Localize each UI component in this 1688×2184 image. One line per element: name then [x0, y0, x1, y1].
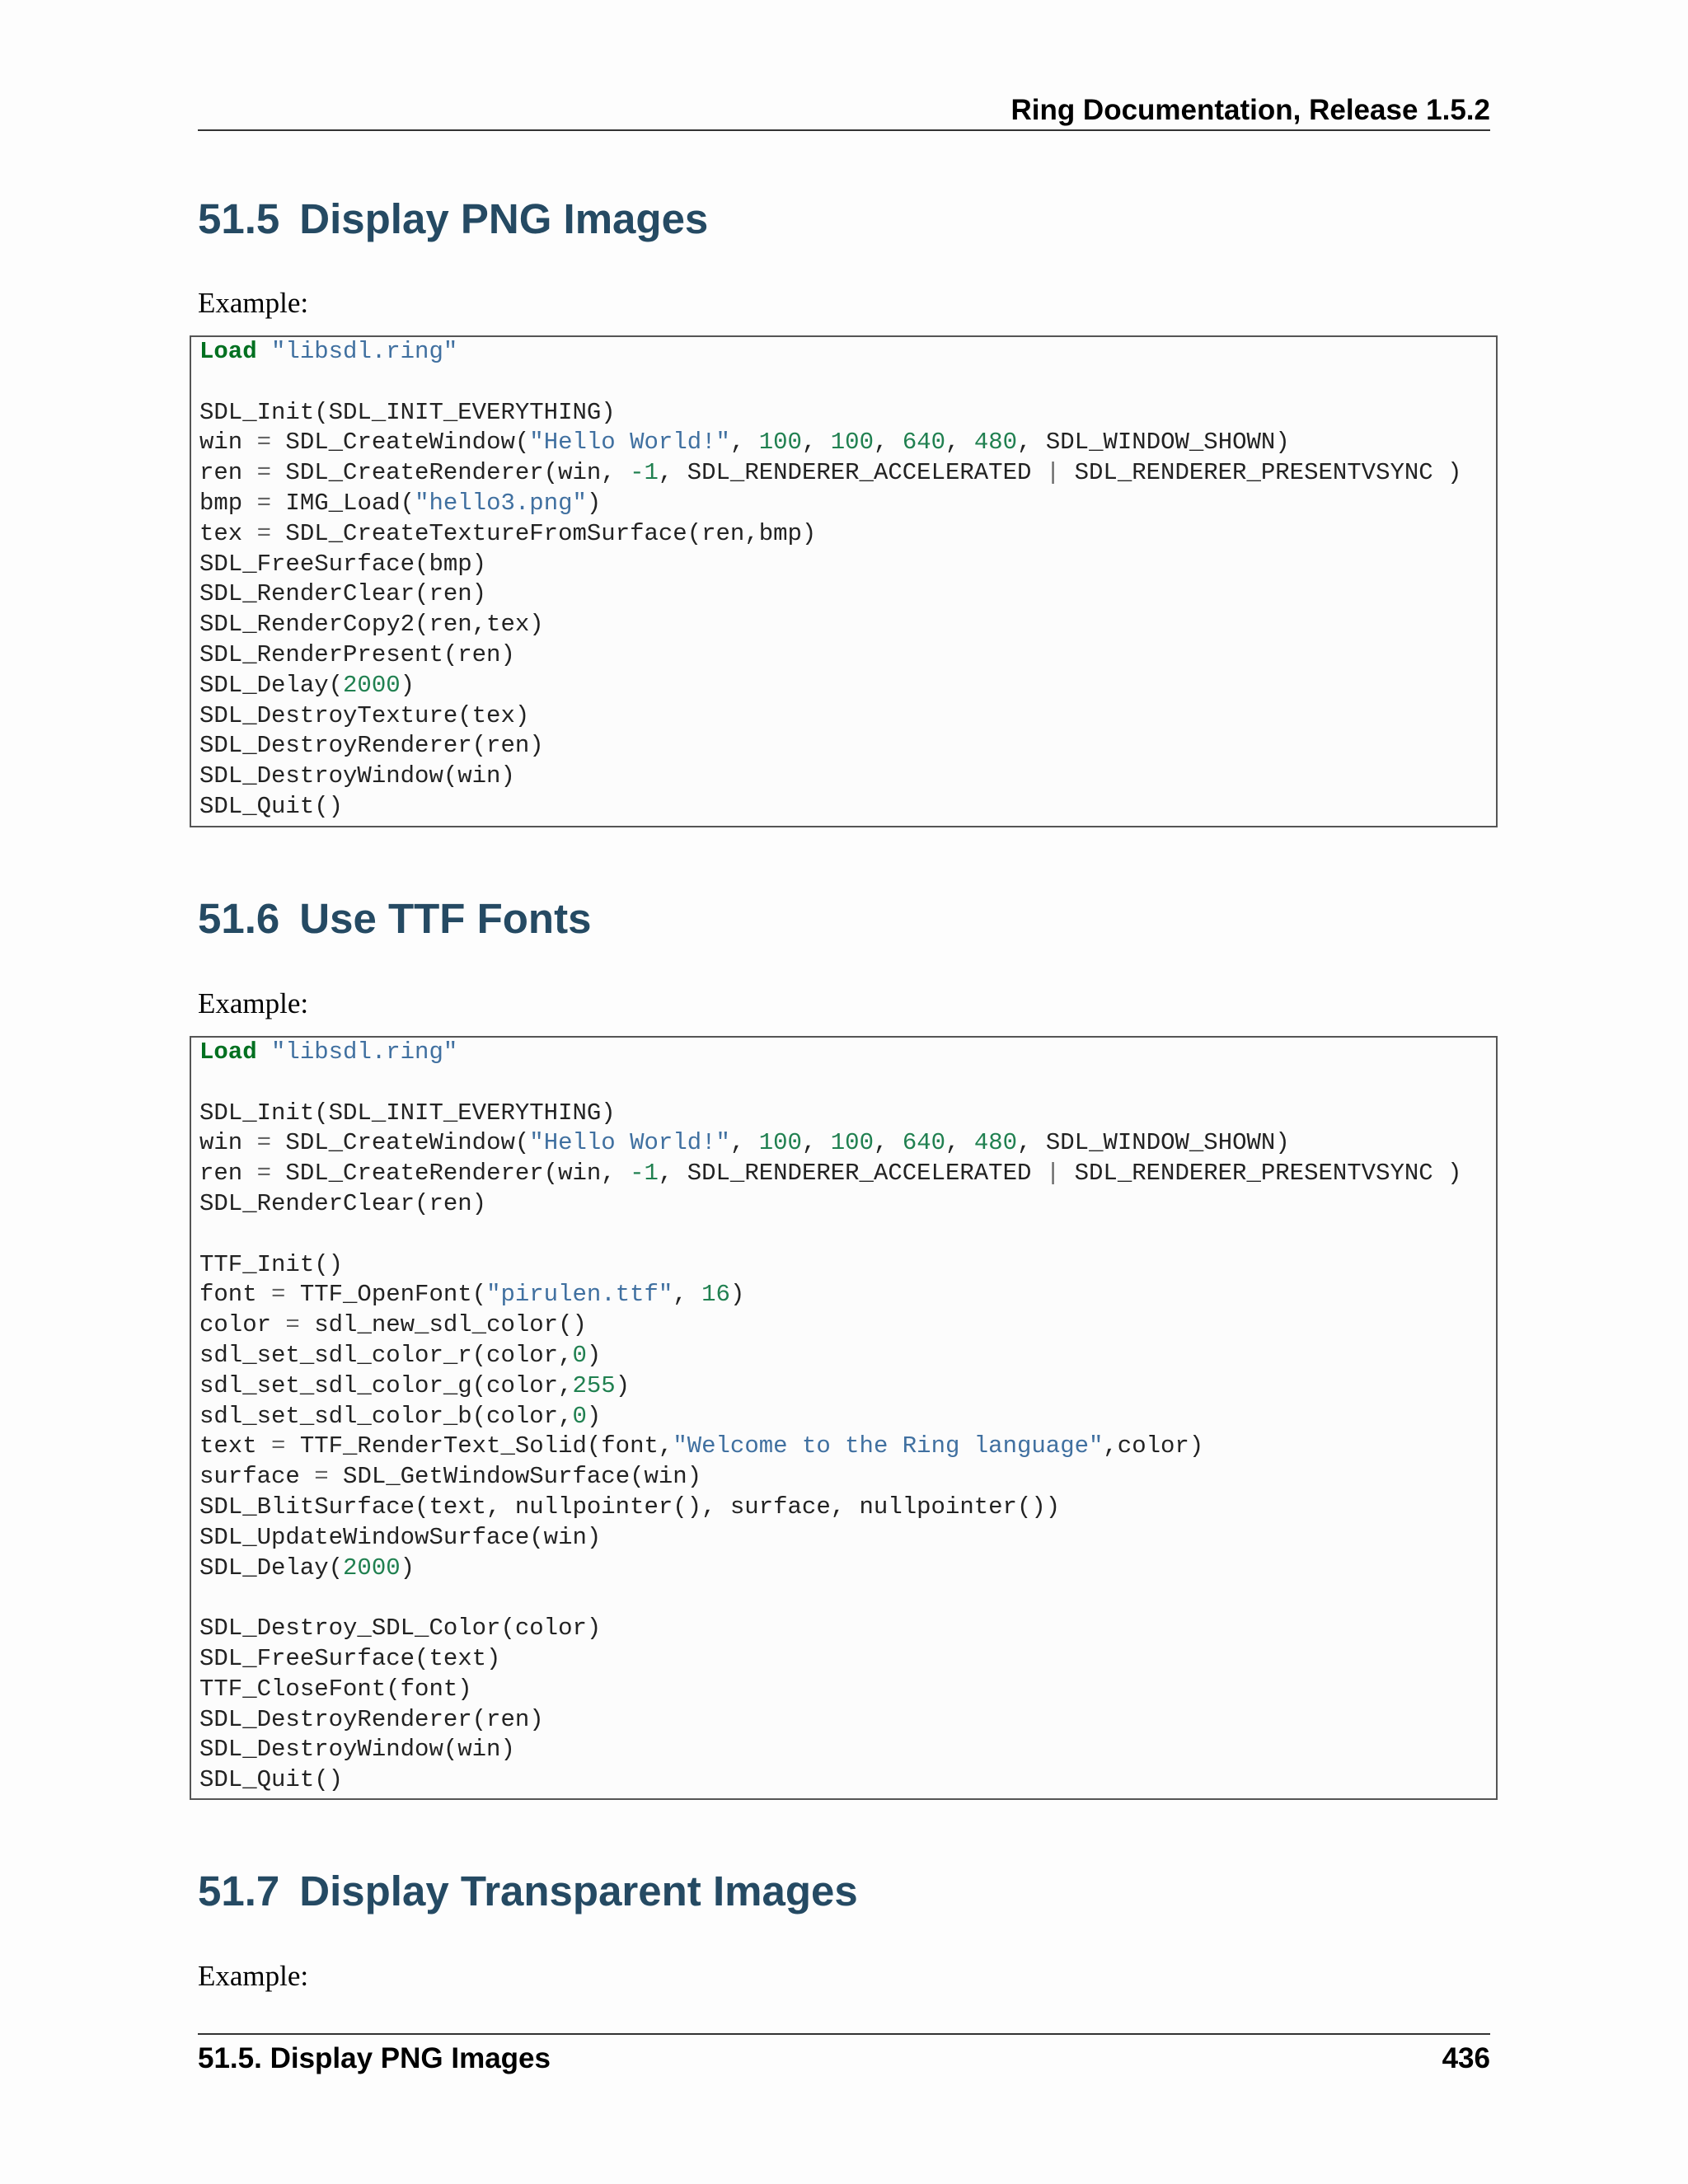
code-token: "Hello World!": [529, 1129, 730, 1157]
code-token: , SDL_RENDERER_ACCELERATED: [658, 1160, 1046, 1188]
code-line: [199, 1189, 1496, 1220]
code-token: ,: [945, 429, 974, 457]
code-token: , SDL_WINDOW_SHOWN): [1017, 1129, 1290, 1157]
code-token: SDL_RENDERER_PRESENTVSYNC ): [1060, 1160, 1462, 1188]
code-line: [199, 1159, 1496, 1189]
code-token: ,: [729, 429, 759, 457]
code-line: [199, 1583, 1496, 1614]
section-heading-51-6: [198, 893, 591, 945]
section-heading-51-5: [198, 193, 708, 246]
code-line: [199, 701, 1496, 732]
code-block: [190, 1036, 1498, 1800]
section-number: 51.5: [198, 195, 280, 242]
code-line: [199, 519, 1496, 550]
code-token: "libsdl.ring": [271, 1038, 458, 1066]
code-token: SDL_DestroyWindow(win): [199, 762, 515, 790]
section-title: Display PNG Images: [299, 195, 709, 242]
code-token: ,: [874, 429, 903, 457]
code-line: [199, 640, 1496, 671]
code-token: sdl_set_sdl_color_r(color,: [199, 1341, 573, 1369]
code-line: [199, 1099, 1496, 1129]
code-token: |: [1045, 1160, 1061, 1188]
header-rule: [198, 129, 1490, 131]
code-token: "pirulen.ttf": [486, 1281, 673, 1309]
code-token: SDL_RenderPresent(ren): [199, 640, 515, 668]
page-header: Ring Documentation, Release 1.5.2: [1010, 94, 1490, 126]
code-token: SDL_DestroyTexture(tex): [199, 701, 530, 729]
code-token: ): [586, 1341, 602, 1369]
code-token: SDL_Quit(): [199, 1766, 344, 1794]
code-token: ,color): [1103, 1432, 1204, 1460]
code-token: SDL_CreateRenderer(win,: [271, 459, 631, 487]
code-token: 0: [572, 1341, 587, 1369]
code-line: [199, 337, 1496, 368]
section-title: Use TTF Fonts: [299, 895, 592, 942]
code-token: 0: [572, 1402, 587, 1430]
code-token: 640: [902, 1129, 946, 1157]
code-token: sdl_new_sdl_color(): [299, 1311, 587, 1339]
code-token: "Hello World!": [529, 429, 730, 457]
code-token: SDL_Init(SDL_INIT_EVERYTHING): [199, 1099, 616, 1127]
code-token: 2000: [343, 671, 401, 699]
code-token: SDL_BlitSurface(text, nullpointer(), surface, nullpointer()): [199, 1493, 1061, 1521]
code-line: [199, 1614, 1496, 1644]
code-line: [199, 1068, 1496, 1099]
code-token: surface: [199, 1463, 315, 1491]
section-title: Display Transparent Images: [299, 1868, 858, 1915]
code-token: SDL_Delay(: [199, 1554, 344, 1582]
footer-section: 51.5. Display PNG Images: [198, 2042, 551, 2074]
code-token: =: [256, 1160, 272, 1188]
code-token: SDL_Quit(): [199, 792, 344, 820]
code-line: [199, 489, 1496, 519]
code-block: [190, 335, 1498, 827]
code-line: [199, 368, 1496, 398]
code-token: SDL_CreateWindow(: [271, 429, 530, 457]
code-line: [199, 1432, 1496, 1462]
code-token: SDL_RENDERER_PRESENTVSYNC ): [1060, 459, 1462, 487]
code-line: [199, 1280, 1496, 1310]
code-token: , SDL_RENDERER_ACCELERATED: [658, 459, 1046, 487]
section-number: 51.7: [198, 1868, 280, 1915]
code-line: [199, 1493, 1496, 1523]
code-token: -1: [630, 1160, 659, 1188]
code-token: "libsdl.ring": [271, 338, 458, 365]
code-token: =: [271, 1432, 286, 1460]
code-token: tex: [199, 519, 257, 547]
code-token: SDL_UpdateWindowSurface(win): [199, 1523, 602, 1551]
code-token: =: [256, 1129, 272, 1157]
code-token: ,: [729, 1129, 759, 1157]
code-line: [199, 1735, 1496, 1765]
code-token: ,: [801, 1129, 831, 1157]
code-token: =: [285, 1311, 300, 1339]
code-token: win: [199, 1129, 257, 1157]
code-token: [257, 1038, 271, 1066]
code-token: , SDL_WINDOW_SHOWN): [1017, 429, 1290, 457]
code-token: SDL_CreateTextureFromSurface(ren,bmp): [271, 519, 817, 547]
code-line: [199, 550, 1496, 580]
example-label: Example:: [198, 287, 309, 319]
code-token: ,: [874, 1129, 903, 1157]
footer-page-number: 436: [1442, 2042, 1490, 2074]
code-token: text: [199, 1432, 272, 1460]
code-token: 100: [830, 1129, 874, 1157]
code-token: SDL_DestroyRenderer(ren): [199, 732, 544, 760]
code-token: ,: [673, 1281, 702, 1309]
code-token: SDL_GetWindowSurface(win): [328, 1463, 702, 1491]
code-line: [199, 1765, 1496, 1796]
code-token: sdl_set_sdl_color_b(color,: [199, 1402, 573, 1430]
code-token: sdl_set_sdl_color_g(color,: [199, 1371, 573, 1399]
code-token: ren: [199, 459, 257, 487]
code-token: ): [586, 1402, 602, 1430]
code-line: [199, 1554, 1496, 1584]
code-line: [199, 731, 1496, 762]
code-token: SDL_Delay(: [199, 671, 344, 699]
code-token: SDL_RenderClear(ren): [199, 580, 487, 608]
code-token: SDL_CreateRenderer(win,: [271, 1160, 631, 1188]
code-token: Load: [199, 1038, 257, 1066]
code-token: SDL_CreateWindow(: [271, 1129, 530, 1157]
code-token: 2000: [343, 1554, 401, 1582]
code-token: SDL_Destroy_SDL_Color(color): [199, 1615, 602, 1643]
code-token: color: [199, 1311, 286, 1339]
code-token: 100: [830, 429, 874, 457]
code-token: =: [271, 1281, 286, 1309]
code-token: 100: [758, 1129, 802, 1157]
code-token: [257, 338, 271, 365]
code-line: [199, 1128, 1496, 1159]
code-token: 480: [973, 429, 1018, 457]
code-token: |: [1045, 459, 1061, 487]
code-token: SDL_DestroyRenderer(ren): [199, 1705, 544, 1733]
code-lines: [191, 1038, 1496, 1796]
code-line: [199, 1371, 1496, 1402]
section-number: 51.6: [198, 895, 280, 942]
code-line: [199, 1220, 1496, 1250]
code-line: [199, 1705, 1496, 1736]
code-line: [199, 398, 1496, 429]
example-label: Example:: [198, 1960, 309, 1992]
code-token: SDL_FreeSurface(text): [199, 1644, 501, 1672]
code-line: [199, 1402, 1496, 1432]
code-line: [199, 1644, 1496, 1675]
code-token: 100: [758, 429, 802, 457]
code-token: ,: [801, 429, 831, 457]
code-token: "Welcome to the Ring language": [673, 1432, 1104, 1460]
code-token: TTF_Init(): [199, 1250, 344, 1278]
code-token: =: [314, 1463, 329, 1491]
section-heading-51-7: [198, 1865, 858, 1918]
code-token: "hello3.png": [415, 489, 587, 517]
code-line: [199, 1341, 1496, 1371]
code-token: TTF_RenderText_Solid(font,: [285, 1432, 673, 1460]
code-token: -1: [630, 459, 659, 487]
code-token: 16: [701, 1281, 730, 1309]
code-token: ): [400, 671, 415, 699]
code-line: [199, 1675, 1496, 1705]
code-token: =: [256, 519, 272, 547]
code-line: [199, 792, 1496, 823]
code-token: =: [256, 459, 272, 487]
example-label: Example:: [198, 987, 309, 1019]
code-token: ): [615, 1371, 631, 1399]
code-token: bmp: [199, 489, 257, 517]
code-line: [199, 458, 1496, 489]
code-line: [199, 1310, 1496, 1341]
code-token: SDL_DestroyWindow(win): [199, 1736, 515, 1764]
code-token: SDL_RenderCopy2(ren,tex): [199, 611, 544, 639]
footer-rule: [198, 2033, 1490, 2035]
code-token: ,: [945, 1129, 974, 1157]
code-token: win: [199, 429, 257, 457]
code-token: TTF_CloseFont(font): [199, 1675, 472, 1703]
code-token: 640: [902, 429, 946, 457]
code-token: SDL_Init(SDL_INIT_EVERYTHING): [199, 398, 616, 426]
code-token: ): [586, 489, 602, 517]
code-line: [199, 671, 1496, 701]
code-token: IMG_Load(: [271, 489, 415, 517]
code-line: [199, 428, 1496, 458]
code-token: Load: [199, 338, 257, 365]
code-token: =: [256, 429, 272, 457]
code-token: SDL_RenderClear(ren): [199, 1189, 487, 1217]
code-line: [199, 579, 1496, 610]
code-lines: [191, 337, 1496, 823]
code-line: [199, 1038, 1496, 1068]
code-token: ren: [199, 1160, 257, 1188]
code-token: TTF_OpenFont(: [285, 1281, 487, 1309]
code-line: [199, 1462, 1496, 1493]
code-line: [199, 1250, 1496, 1281]
code-line: [199, 762, 1496, 792]
code-token: ): [729, 1281, 745, 1309]
code-token: SDL_FreeSurface(bmp): [199, 550, 487, 578]
code-token: =: [256, 489, 272, 517]
code-line: [199, 610, 1496, 640]
code-line: [199, 1523, 1496, 1554]
code-token: 255: [572, 1371, 616, 1399]
code-token: ): [400, 1554, 415, 1582]
code-token: 480: [973, 1129, 1018, 1157]
code-token: font: [199, 1281, 272, 1309]
